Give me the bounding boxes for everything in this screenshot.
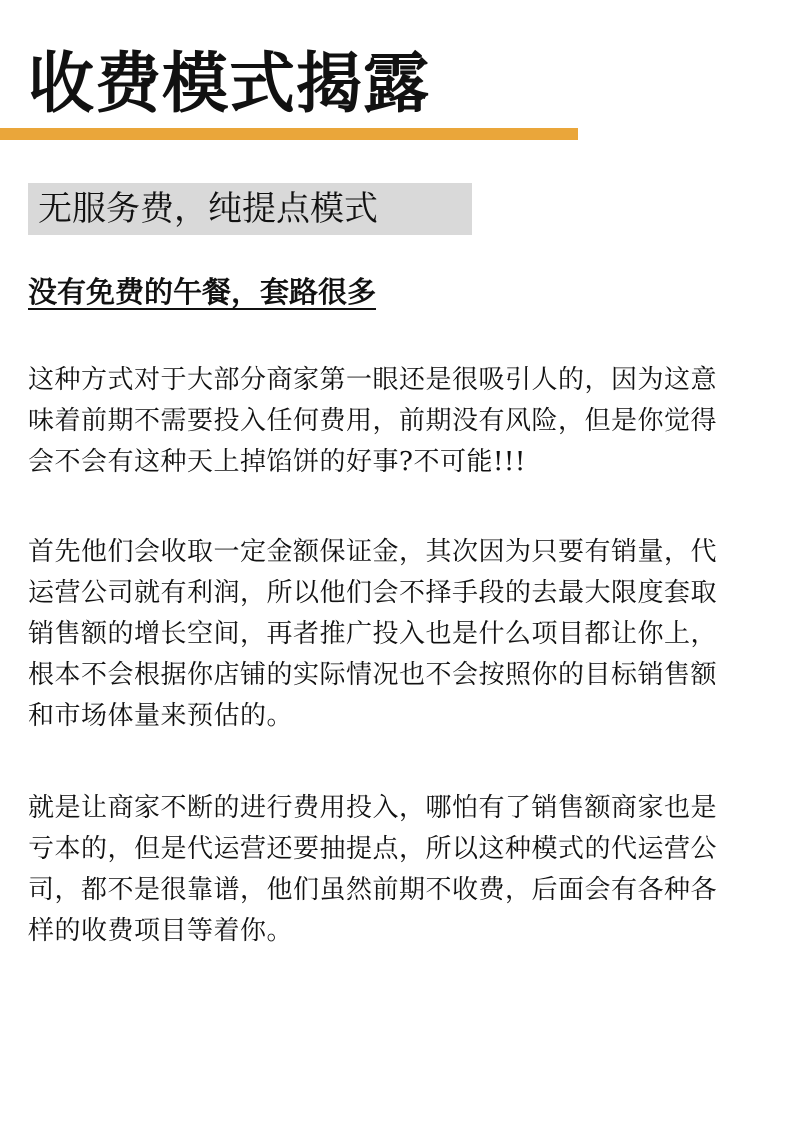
page-title: 收费模式揭露 <box>28 44 430 122</box>
subheading: 没有免费的午餐，套路很多 <box>28 275 377 309</box>
paragraph-1: 这种方式对于大部分商家第一眼还是很吸引人的，因为这意味着前期不需要投入任何费用，前期没有风险，但是你觉得会不会有这种天上掉馅饼的好事?不可能!!! <box>28 365 718 477</box>
paragraph-3: 就是让商家不断的进行费用投入，哪怕有了销售额商家也是亏本的，但是代运营还要抽提点，所以这种模式的代运营公司，都不是很靠谱，他们虽然前期不收费，后面会有各种各样的收费项目等着你。 <box>28 793 718 946</box>
paragraph-2: 首先他们会收取一定金额保证金，其次因为只要有销量，代运营公司就有利润，所以他们会不择手段的去最大限度套取销售额的增长空间，再者推广投入也是什么项目都让你上，根本不会根据你店铺的实际情况也不会按照你的目标销售额和市场体量来预估的。 <box>28 537 718 731</box>
tag-box <box>28 183 472 235</box>
title-accent-bar <box>0 128 578 140</box>
tag-label: 无服务费，纯提点模式 <box>38 189 378 229</box>
